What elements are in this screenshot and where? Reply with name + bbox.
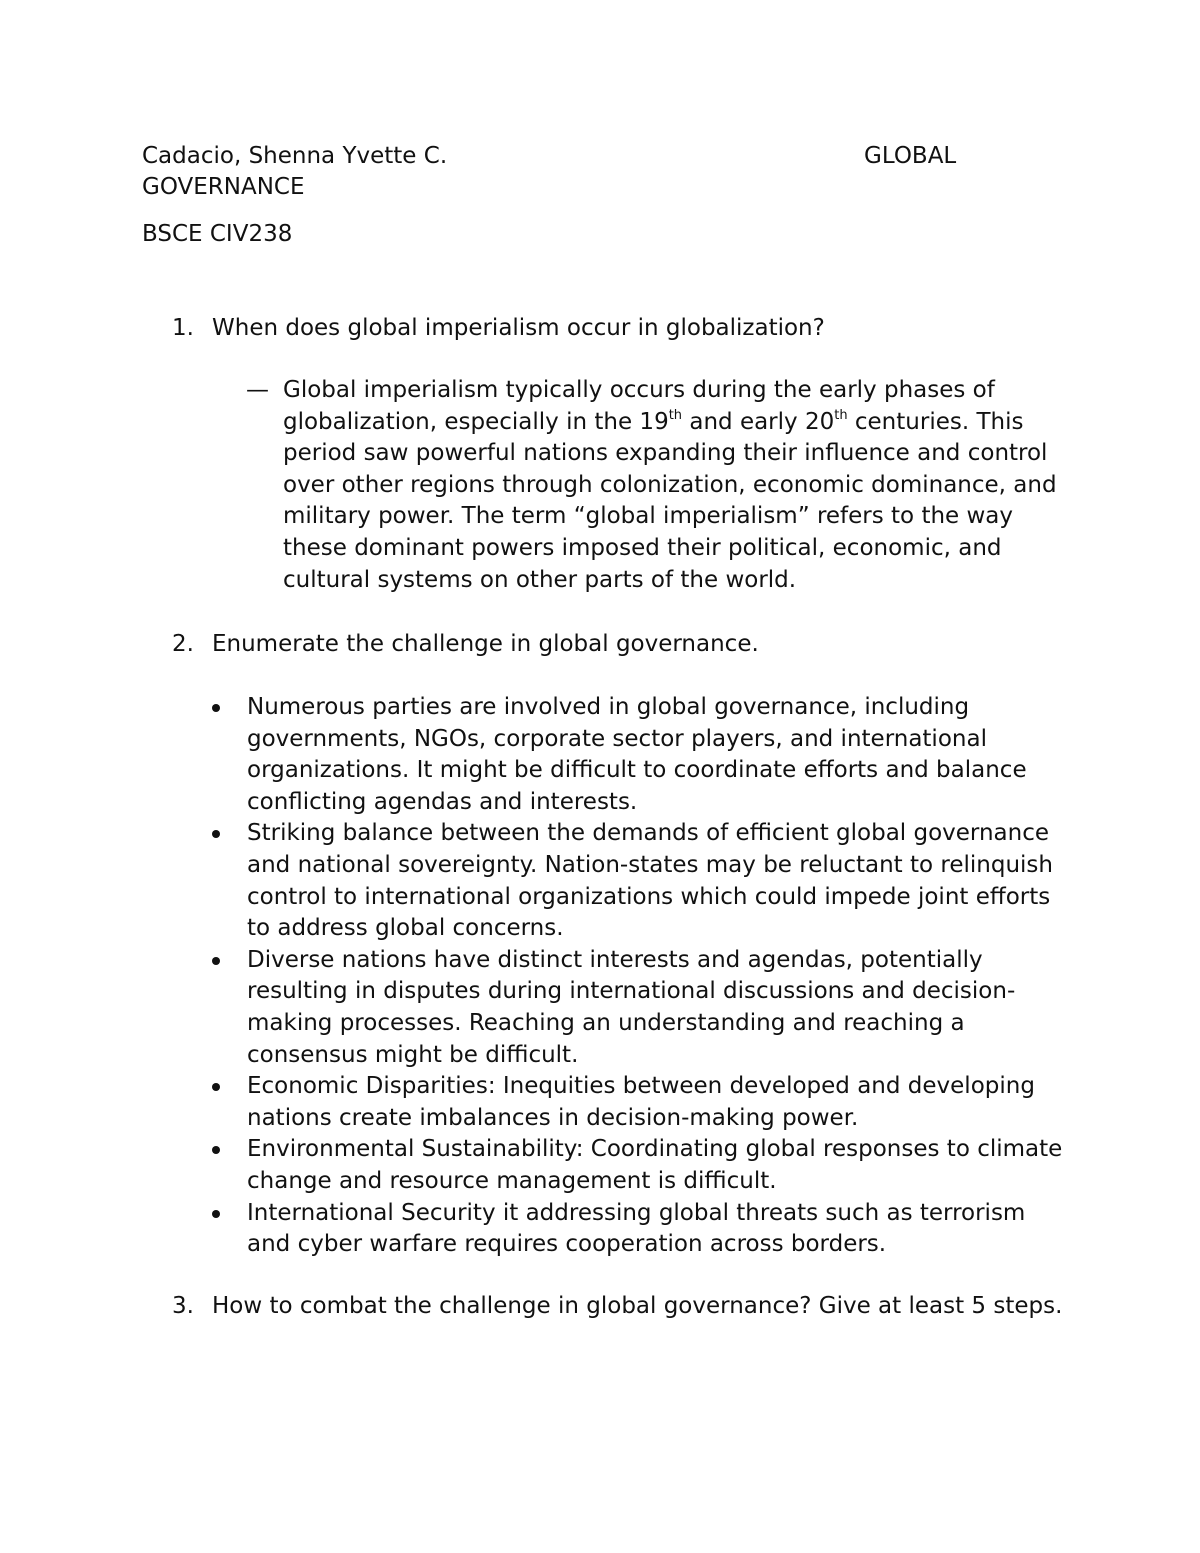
bullet-dot-icon	[212, 1083, 220, 1091]
bullet-dot-icon	[212, 1146, 220, 1154]
question-number: 2.	[172, 631, 194, 657]
bullet-dot-icon	[212, 704, 220, 712]
answer-1	[246, 375, 1066, 596]
answer-dash-marker: —	[246, 377, 269, 403]
student-name: Cadacio, Shenna Yvette C.	[142, 143, 448, 169]
question-1	[172, 313, 1072, 345]
question-text: Enumerate the challenge in global governance.	[212, 631, 759, 657]
question-text: How to combat the challenge in global governance? Give at least 5 steps.	[212, 1293, 1063, 1319]
list-item: Striking balance between the demands of efficient global governance and national sovereignty. Nation-states may be reluctant to relinquish control to international organizations which could impede joint efforts to address global concerns.	[210, 818, 1070, 944]
question-number: 1.	[172, 315, 194, 341]
question-3	[172, 1291, 1072, 1323]
bullet-dot-icon	[212, 1210, 220, 1218]
challenge-list	[210, 692, 1070, 1261]
question-number: 3.	[172, 1293, 194, 1319]
list-item: International Security it addressing global threats such as terrorism and cyber warfare requires cooperation across borders.	[210, 1198, 1070, 1261]
subject-title-part1: GLOBAL	[864, 143, 957, 169]
answer-text: Global imperialism typically occurs during the early phases of globalization, especially in the 19th and early 20th centuries. This period saw powerful nations expanding their influence and control over other regions through colonization, economic dominance, and military power. The term “global imperialism” refers to the way these dominant powers imposed their political, economic, and cultural systems on other parts of the world.	[283, 377, 1057, 593]
bullet-dot-icon	[212, 830, 220, 838]
list-item: Diverse nations have distinct interests and agendas, potentially resulting in disputes during international discussions and decision-making processes. Reaching an understanding and reaching a consensus might be difficult.	[210, 945, 1070, 1071]
question-text: When does global imperialism occur in globalization?	[212, 315, 825, 341]
list-item: Numerous parties are involved in global governance, including governments, NGOs, corporate sector players, and international organizations. It might be difficult to coordinate efforts and balance conflicting agendas and interests.	[210, 692, 1070, 818]
course-section: BSCE CIV238	[142, 221, 293, 247]
list-item: Economic Disparities: Inequities between developed and developing nations create imbalances in decision-making power.	[210, 1071, 1070, 1134]
list-item: Environmental Sustainability: Coordinating global responses to climate change and resource management is difficult.	[210, 1134, 1070, 1197]
subject-title-part2: GOVERNANCE	[142, 174, 305, 200]
question-2	[172, 629, 1072, 661]
bullet-dot-icon	[212, 957, 220, 965]
